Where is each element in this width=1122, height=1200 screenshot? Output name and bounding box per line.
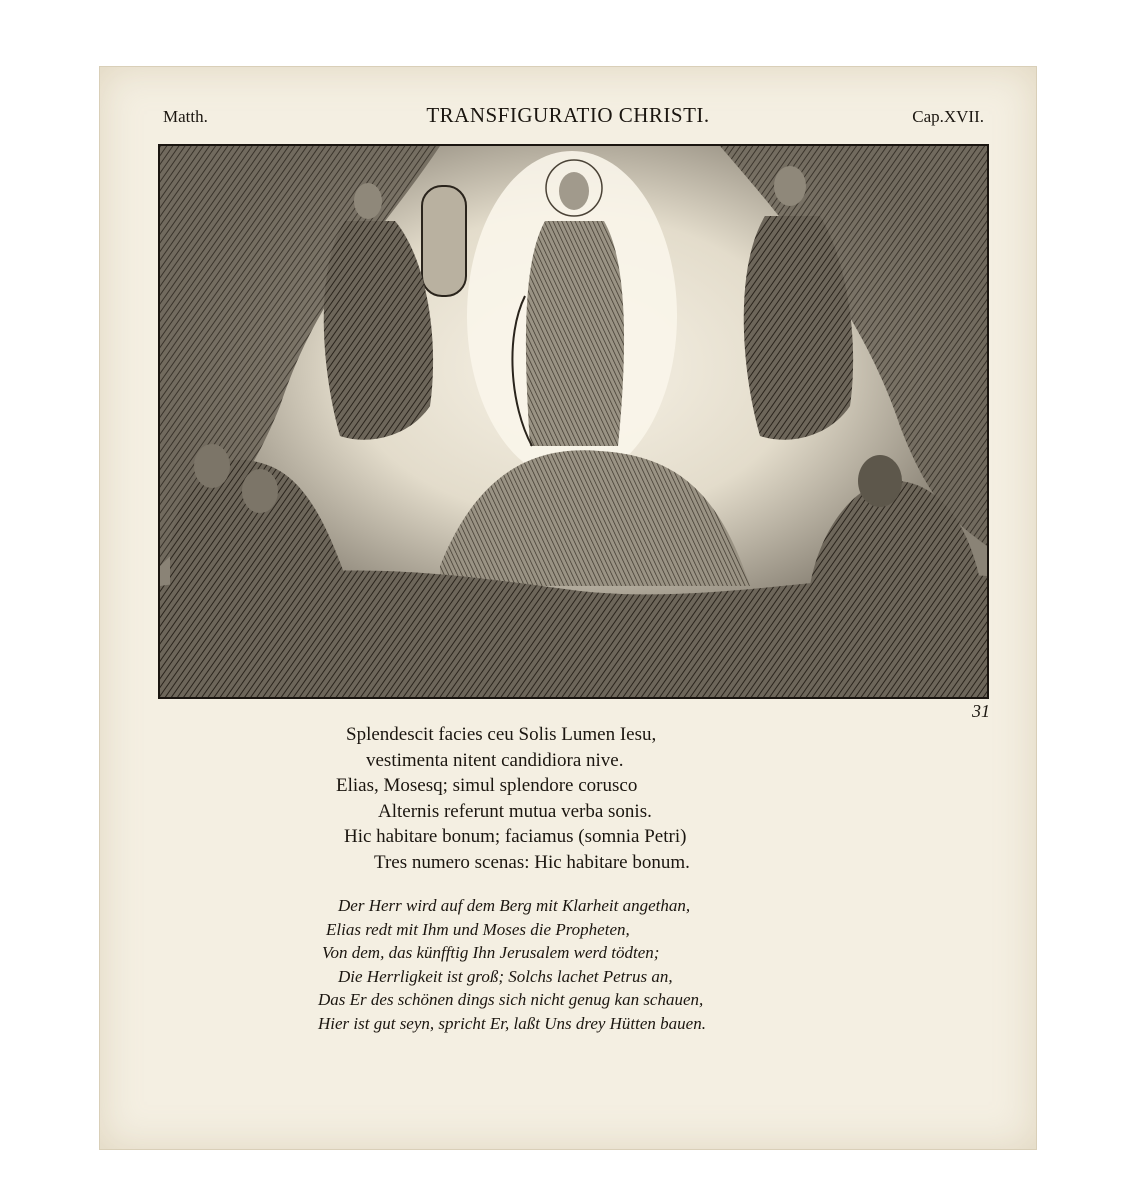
engraving-plate [158, 144, 989, 699]
transfiguration-scene [160, 146, 987, 697]
latin-line: Splendescit facies ceu Solis Lumen Iesu, [346, 724, 657, 745]
engraving-print [99, 66, 1037, 1150]
german-line: Von dem, das künfftig Ihn Jerusalem werd tödten; [322, 943, 660, 963]
german-verse [300, 894, 940, 1036]
german-line: Das Er des schönen dings sich nicht genug kan schauen, [318, 990, 704, 1010]
german-line: Elias redt mit Ihm und Moses die Propheten, [326, 919, 630, 939]
chapter-reference: Cap.XVII. [912, 107, 984, 126]
german-line: Der Herr wird auf dem Berg mit Klarheit angethan, [338, 896, 691, 915]
latin-verse [280, 722, 880, 875]
gospel-reference: Matth. [163, 107, 208, 126]
print-title: TRANSFIGURATIO CHRISTI. [426, 103, 710, 127]
latin-line: Hic habitare bonum; faciamus (somnia Petri) [344, 826, 687, 847]
latin-line: Tres numero scenas: Hic habitare bonum. [374, 851, 690, 873]
german-line: Hier ist gut seyn, spricht Er, laßt Uns drey Hütten bauen. [318, 1013, 706, 1033]
print-header [100, 103, 1036, 137]
latin-line: vestimenta nitent candidiora nive. [366, 749, 624, 771]
page-number: 31 [972, 701, 990, 721]
german-line: Die Herrligkeit ist groß; Solchs lachet Petrus an, [338, 966, 673, 986]
latin-line: Elias, Mosesq; simul splendore corusco [336, 775, 638, 796]
latin-line: Alternis referunt mutua verba sonis. [378, 800, 652, 822]
tablets-of-law [422, 186, 466, 296]
